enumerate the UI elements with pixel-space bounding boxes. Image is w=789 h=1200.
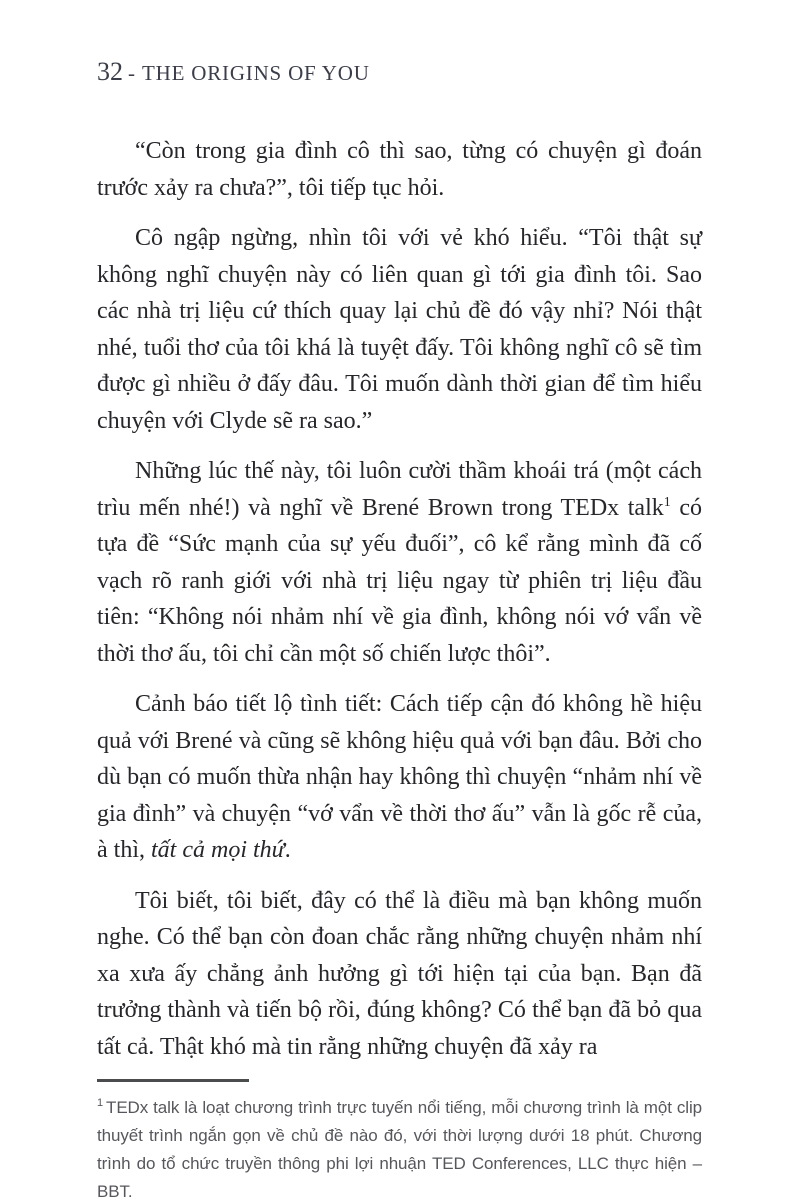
page-body (97, 133, 702, 1065)
footnote-section (97, 1079, 702, 1200)
paragraph-text: Những lúc thế này, tôi luôn cười thầm khoái trá (một cách trìu mến nhé!) và nghĩ về Brené Brown trong TEDx talk (97, 458, 702, 521)
paragraph-5 (97, 883, 702, 1066)
footnote-reference: 1 (663, 494, 671, 510)
paragraph-3 (97, 453, 702, 672)
paragraph-text: Cảnh báo tiết lộ tình tiết: Cách tiếp cận đó không hề hiệu quả với Brené và cũng sẽ không hiệu quả với bạn đâu. Bởi cho dù bạn có muốn thừa nhận hay không thì chuyện “nhảm nhí về gia đình” và chuyện “vớ vẩn về thời thơ ấu” vẫn là gốc rễ của, à thì, (97, 691, 702, 863)
page-header (97, 57, 702, 87)
paragraph-text: có tựa đề “Sức mạnh của sự yếu đuối”, cô kể rằng mình đã cố vạch rõ ranh giới với nhà trị liệu ngay từ phiên trị liệu đầu tiên: “Không nói nhảm nhí về gia đình, không nói vớ vẩn về thời thơ ấu, tôi chỉ cần một số chiến lược thôi”. (97, 494, 703, 667)
paragraph-text: Tôi biết, tôi biết, đây có thể là điều mà bạn không muốn nghe. Có thể bạn còn đoan chắc rằng những chuyện nhảm nhí xa xưa ấy chẳng ảnh hưởng gì tới hiện tại của bạn. Bạn đã trưởng thành và tiến bộ rồi, đúng không? Có thể bạn đã bỏ qua tất cả. Thật khó mà tin rằng những chuyện đã xảy ra (97, 887, 702, 1060)
footnote-marker: 1 (97, 1097, 104, 1110)
footnote-divider (97, 1079, 249, 1082)
paragraph-text: Cô ngập ngừng, nhìn tôi với vẻ khó hiểu. “Tôi thật sự không nghĩ chuyện này có liên quan gì tới gia đình tôi. Sao các nhà trị liệu cứ thích quay lại chủ đề đó vậy nhỉ? Nói thật nhé, tuổi thơ của tôi khá là tuyệt đấy. Tôi không nghĩ cô sẽ tìm được gì nhiều ở đấy đâu. Tôi muốn dành thời gian để tìm hiểu chuyện với Clyde sẽ ra sao.” (97, 225, 702, 434)
page-number: 32 (97, 57, 123, 86)
header-separator: - (128, 61, 135, 85)
paragraph-1 (97, 133, 702, 206)
emphasis-text: tất cả mọi thứ (151, 837, 285, 863)
paragraph-4 (97, 686, 702, 869)
running-title: THE ORIGINS OF YOU (142, 61, 370, 85)
footnote-text: TEDx talk là loạt chương trình trực tuyến nổi tiếng, mỗi chương trình là một clip thuyết trình ngắn gọn về chủ đề nào đó, với thời lượng dưới 18 phút. Chương trình do tổ chức truyền thông phi lợi nhuận TED Conferences, LLC thực hiện – BBT. (97, 1098, 702, 1200)
paragraph-text: . (284, 837, 291, 863)
paragraph-text: “Còn trong gia đình cô thì sao, từng có chuyện gì đoán trước xảy ra chưa?”, tôi tiếp tục hỏi. (97, 138, 702, 201)
footnote (97, 1094, 702, 1200)
paragraph-2 (97, 220, 702, 439)
